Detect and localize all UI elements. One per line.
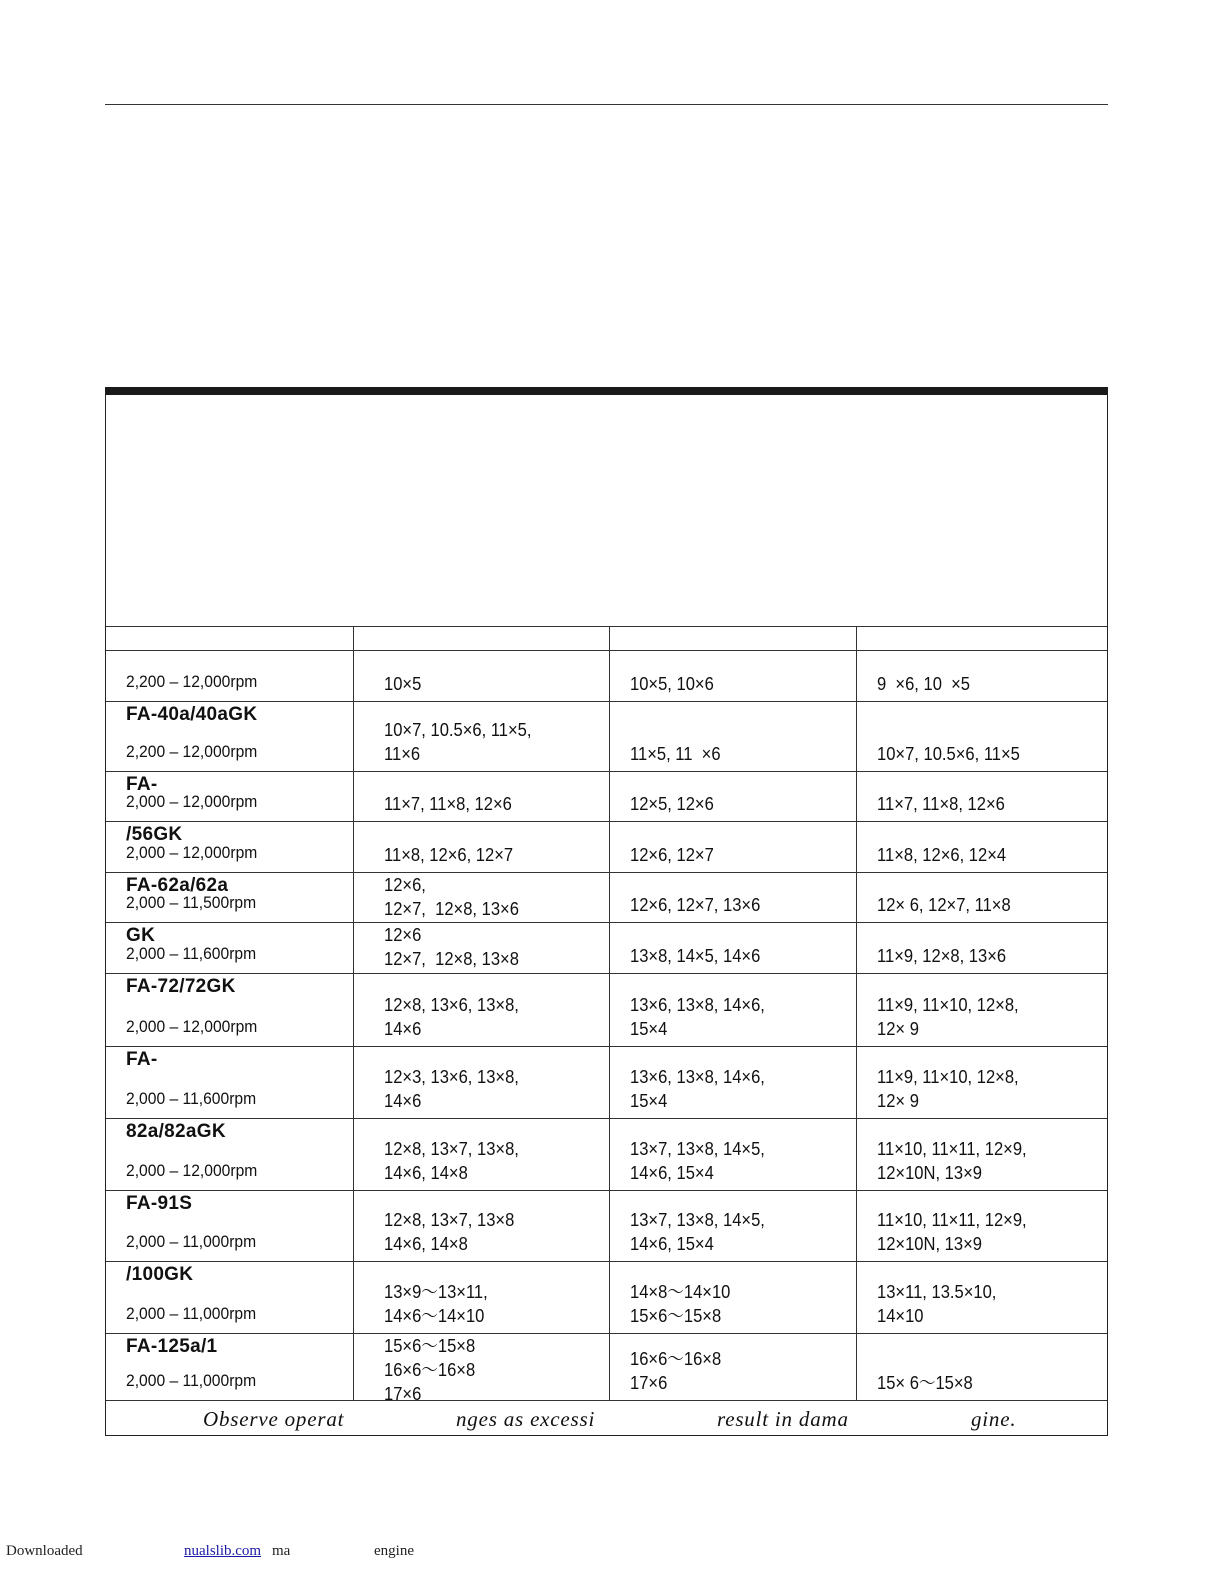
- rpm-range: 2,000 – 12,000rpm: [126, 792, 258, 811]
- prop-sizes: 12×8, 13×7, 13×8, 14×6, 14×8: [384, 1139, 519, 1183]
- footer-text: ma: [272, 1543, 291, 1559]
- model-cell: [126, 1334, 351, 1400]
- prop-size-cell: [384, 1334, 614, 1404]
- prop-sizes: 11×5, 11 ×6: [630, 744, 721, 764]
- prop-size-table: [105, 387, 1108, 1436]
- prop-size-cell: [630, 1262, 860, 1333]
- prop-sizes: 14×8〜14×10 15×6〜15×8: [630, 1282, 731, 1326]
- model-cell: [126, 1047, 351, 1118]
- model-name: FA-62a/62a: [126, 875, 229, 896]
- prop-sizes: 11×9, 12×8, 13×6: [877, 946, 1007, 966]
- prop-size-cell: [630, 1334, 860, 1400]
- prop-size-cell: [877, 1119, 1107, 1190]
- prop-size-cell: [630, 650, 860, 701]
- model-name: /100GK: [126, 1264, 194, 1285]
- note-part: Observe operat: [203, 1407, 345, 1431]
- prop-size-cell: [630, 1191, 860, 1261]
- model-cell: [126, 873, 351, 922]
- model-name: GK: [126, 925, 156, 946]
- model-cell: [126, 1262, 351, 1333]
- prop-size-cell: [384, 650, 614, 701]
- prop-sizes: 12×5, 12×6: [630, 794, 714, 814]
- rpm-range: 2,000 – 11,000rpm: [126, 1232, 257, 1251]
- table-row: [106, 974, 1107, 1047]
- model-cell: [126, 650, 351, 701]
- model-name: 82a/82aGK: [126, 1121, 226, 1142]
- rpm-range: 2,000 – 12,000rpm: [126, 1161, 258, 1180]
- prop-sizes: 12×6, 12×7: [630, 845, 714, 865]
- prop-size-cell: [630, 822, 860, 872]
- note-part: nges as excessi: [456, 1407, 596, 1431]
- rpm-range: 2,000 – 12,000rpm: [126, 1017, 258, 1036]
- prop-sizes: 11×10, 11×11, 12×9, 12×10N, 13×9: [877, 1210, 1027, 1254]
- table-row: [106, 873, 1107, 923]
- prop-size-cell: [630, 974, 860, 1046]
- table-row: [106, 1119, 1107, 1191]
- note-part: gine.: [971, 1407, 1017, 1431]
- footer-downloaded: Downloaded: [6, 1543, 83, 1559]
- model-cell: [126, 702, 351, 771]
- model-name: FA-: [126, 774, 158, 795]
- prop-sizes: 11×8, 12×6, 12×4: [877, 845, 1007, 865]
- rpm-range: 2,000 – 12,000rpm: [126, 843, 258, 862]
- rpm-range: 2,200 – 12,000rpm: [126, 742, 258, 761]
- table-row: [106, 923, 1107, 974]
- prop-size-cell: [877, 702, 1107, 771]
- prop-sizes: 10×7, 10.5×6, 11×5, 11×6: [384, 720, 532, 764]
- prop-size-cell: [384, 923, 614, 973]
- prop-size-cell: [384, 974, 614, 1046]
- model-cell: [126, 1191, 351, 1261]
- prop-sizes: 12×8, 13×7, 13×8 14×6, 14×8: [384, 1210, 515, 1254]
- prop-size-cell: [877, 873, 1107, 922]
- note-part: result in dama: [717, 1407, 849, 1431]
- table-row: [106, 1262, 1107, 1334]
- footer-text: engine: [374, 1543, 414, 1559]
- rpm-range: 2,000 – 11,500rpm: [126, 893, 257, 912]
- model-cell: [126, 772, 351, 821]
- prop-sizes: 11×10, 11×11, 12×9, 12×10N, 13×9: [877, 1139, 1027, 1183]
- model-cell: [126, 923, 351, 973]
- prop-size-cell: [877, 974, 1107, 1046]
- prop-size-cell: [384, 1047, 614, 1118]
- prop-size-cell: [877, 923, 1107, 973]
- prop-sizes: 9 ×6, 10 ×5: [877, 674, 971, 694]
- top-rule: [105, 104, 1108, 105]
- prop-sizes: 15×6〜15×8 16×6〜16×8 17×6: [384, 1336, 476, 1404]
- rpm-range: 2,000 – 11,000rpm: [126, 1371, 257, 1390]
- prop-sizes: 10×7, 10.5×6, 11×5: [877, 744, 1020, 764]
- table-row: [106, 772, 1107, 822]
- prop-sizes: 11×7, 11×8, 12×6: [877, 794, 1005, 814]
- prop-size-cell: [877, 650, 1107, 701]
- prop-sizes: 16×6〜16×8 17×6: [630, 1349, 722, 1393]
- prop-sizes: 12×6 12×7, 12×8, 13×8: [384, 925, 519, 969]
- prop-size-cell: [877, 772, 1107, 821]
- prop-sizes: 13×7, 13×8, 14×5, 14×6, 15×4: [630, 1210, 765, 1254]
- prop-size-cell: [384, 1119, 614, 1190]
- table-row: [106, 1047, 1107, 1119]
- prop-sizes: 12× 6, 12×7, 11×8: [877, 895, 1011, 915]
- prop-sizes: 13×9〜13×11, 14×6〜14×10: [384, 1282, 488, 1326]
- prop-sizes: 12×6, 12×7, 12×8, 13×6: [384, 875, 519, 919]
- prop-size-cell: [877, 1047, 1107, 1118]
- prop-sizes: 12×6, 12×7, 13×6: [630, 895, 761, 915]
- model-name: FA-91S: [126, 1193, 193, 1214]
- prop-sizes: 13×7, 13×8, 14×5, 14×6, 15×4: [630, 1139, 765, 1183]
- prop-size-cell: [877, 1262, 1107, 1333]
- prop-size-cell: [630, 873, 860, 922]
- prop-size-cell: [877, 1334, 1107, 1400]
- model-cell: [126, 974, 351, 1046]
- prop-size-cell: [384, 702, 614, 771]
- table-header-row: [106, 626, 1107, 651]
- prop-size-cell: [630, 772, 860, 821]
- prop-size-cell: [384, 1262, 614, 1333]
- prop-sizes: 12×8, 13×6, 13×8, 14×6: [384, 995, 519, 1039]
- prop-sizes: 11×7, 11×8, 12×6: [384, 794, 512, 814]
- prop-sizes: 13×11, 13.5×10, 14×10: [877, 1282, 997, 1326]
- prop-size-cell: [384, 873, 614, 922]
- prop-sizes: 13×6, 13×8, 14×6, 15×4: [630, 995, 765, 1039]
- table-row: [106, 702, 1107, 772]
- rpm-range: 2,000 – 11,600rpm: [126, 944, 257, 963]
- prop-sizes: 11×9, 11×10, 12×8, 12× 9: [877, 1067, 1019, 1111]
- prop-sizes: 13×6, 13×8, 14×6, 15×4: [630, 1067, 765, 1111]
- manualslib-link[interactable]: nualslib.com: [184, 1543, 262, 1559]
- prop-size-cell: [630, 702, 860, 771]
- page-footer: [0, 1543, 1224, 1563]
- prop-size-cell: [384, 772, 614, 821]
- model-name: FA-: [126, 1049, 158, 1070]
- prop-sizes: 12×3, 13×6, 13×8, 14×6: [384, 1067, 519, 1111]
- rpm-range: 2,200 – 12,000rpm: [126, 672, 258, 691]
- prop-sizes: 10×5: [384, 674, 422, 694]
- model-name: FA-40a/40aGK: [126, 704, 258, 725]
- prop-size-cell: [877, 1191, 1107, 1261]
- model-name: /56GK: [126, 824, 183, 845]
- model-name: FA-125a/1: [126, 1336, 218, 1357]
- prop-sizes: 15× 6〜15×8: [877, 1373, 973, 1393]
- model-cell: [126, 1119, 351, 1190]
- prop-size-cell: [630, 1047, 860, 1118]
- model-cell: [126, 822, 351, 872]
- model-name: FA-72/72GK: [126, 976, 236, 997]
- prop-size-cell: [384, 1191, 614, 1261]
- prop-size-cell: [384, 822, 614, 872]
- prop-size-cell: [630, 923, 860, 973]
- table-row: [106, 1334, 1107, 1404]
- rpm-range: 2,000 – 11,000rpm: [126, 1304, 257, 1323]
- prop-size-cell: [630, 1119, 860, 1190]
- prop-sizes: 11×8, 12×6, 12×7: [384, 845, 514, 865]
- table-row: [106, 822, 1107, 873]
- prop-size-cell: [877, 822, 1107, 872]
- table-row: [106, 650, 1107, 702]
- table-row: [106, 1191, 1107, 1262]
- caution-note: [106, 1401, 1107, 1434]
- rpm-range: 2,000 – 11,600rpm: [126, 1089, 257, 1108]
- prop-sizes: 11×9, 11×10, 12×8, 12× 9: [877, 995, 1019, 1039]
- prop-sizes: 13×8, 14×5, 14×6: [630, 946, 761, 966]
- prop-sizes: 10×5, 10×6: [630, 674, 714, 694]
